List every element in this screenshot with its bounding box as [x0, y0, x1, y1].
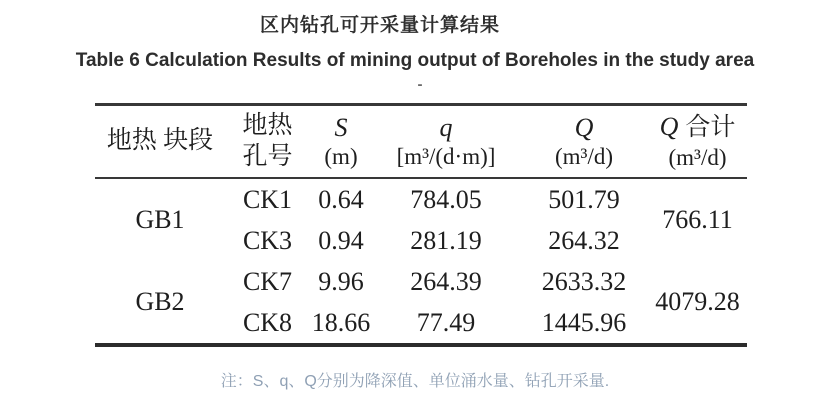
col-header-q — [372, 105, 520, 179]
table-title-english: Table 6 Calculation Results of mining output of Boreholes in the study area — [75, 50, 755, 71]
table-row — [95, 178, 747, 220]
col-header-block-label: 地热 块段 — [106, 127, 214, 155]
block-cell: GB2 — [135, 287, 185, 316]
col-header-hole-line1: 地热 — [242, 112, 293, 139]
col-header-q-total-line1 — [648, 111, 747, 144]
col-header-q-symbol: q — [439, 112, 453, 142]
qd-cell: 501.79 — [548, 184, 620, 214]
results-table-container — [95, 103, 747, 347]
hole-cell: CK7 — [242, 266, 293, 296]
col-header-q-total-symbol: Q — [659, 112, 679, 142]
qd-cell: 2633.32 — [541, 266, 627, 296]
qd-cell: 1445.96 — [541, 307, 627, 337]
hole-cell: CK8 — [242, 307, 293, 337]
col-header-qd-symbol: Q — [574, 112, 594, 142]
hole-cell: CK3 — [242, 225, 293, 255]
s-cell: 0.94 — [318, 225, 364, 255]
q-cell: 77.49 — [416, 307, 476, 337]
table-row — [95, 261, 747, 302]
col-header-hole-line2: 孔号 — [242, 142, 293, 170]
s-cell: 18.66 — [311, 307, 371, 337]
col-header-q-unit: [m³/(d·m)] — [396, 144, 496, 170]
col-header-q-total — [648, 105, 747, 179]
q-cell: 784.05 — [410, 184, 482, 214]
col-header-s-unit: (m) — [324, 144, 358, 170]
s-cell: 9.96 — [318, 266, 364, 296]
table-title-chinese: 区内钻孔可开采量计算结果 — [259, 15, 500, 36]
q-cell: 281.19 — [410, 225, 482, 255]
s-cell: 0.64 — [318, 184, 364, 214]
header-row — [95, 105, 747, 179]
col-header-s-symbol: S — [334, 112, 348, 142]
hole-cell: CK1 — [242, 184, 293, 214]
block-cell: GB1 — [135, 205, 185, 234]
col-header-q-total-unit: (m³/d) — [668, 144, 727, 170]
qd-cell: 264.32 — [548, 225, 620, 255]
col-header-s — [310, 105, 372, 179]
col-header-q-total-suffix: 合计 — [685, 114, 736, 142]
col-header-qd — [520, 105, 648, 179]
col-header-block — [95, 105, 225, 179]
table-footnote: 注：S、q、Q分别为降深值、单位涌水量、钻孔开采量. — [220, 373, 610, 390]
col-header-qd-unit: (m³/d) — [555, 144, 613, 170]
title-dash: - — [417, 76, 423, 93]
total-cell: 4079.28 — [655, 287, 740, 316]
col-header-hole — [225, 105, 310, 179]
q-cell: 264.39 — [410, 266, 482, 296]
boreholes-results-table — [95, 103, 747, 347]
total-cell: 766.11 — [662, 205, 733, 234]
